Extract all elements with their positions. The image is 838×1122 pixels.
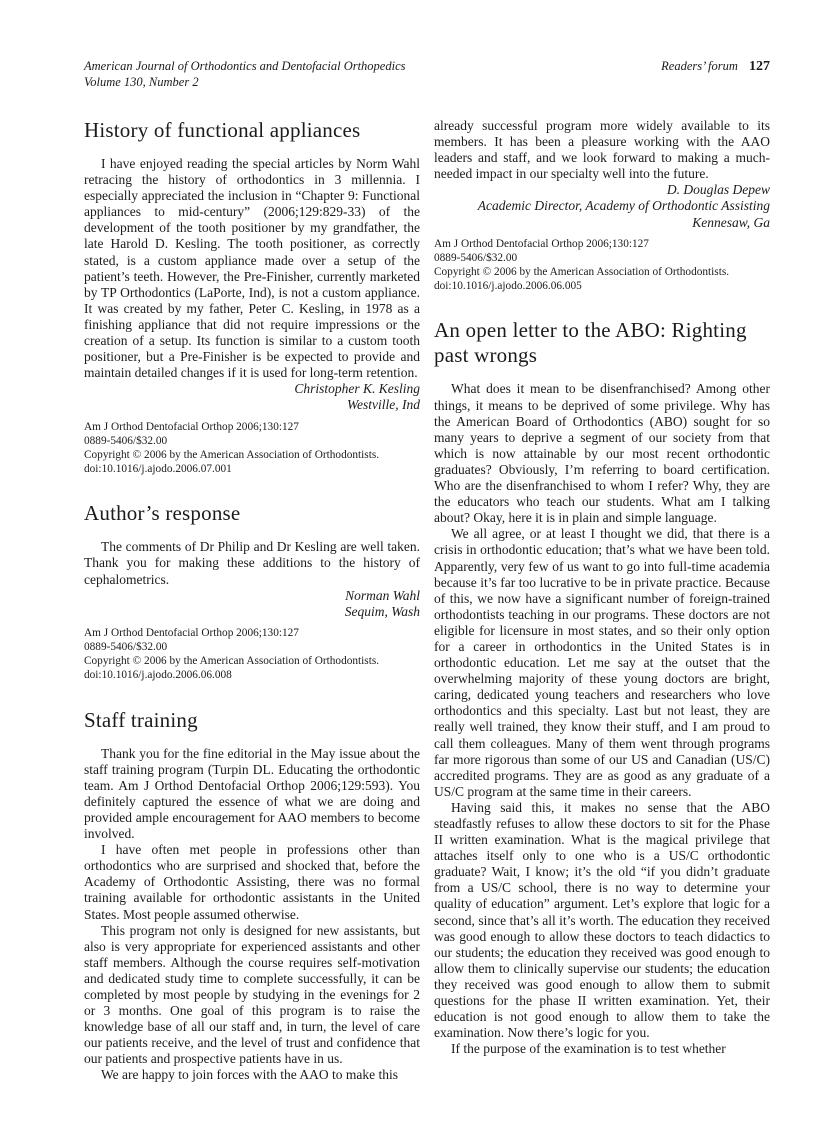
citation-line: doi:10.1016/j.ajodo.2006.06.005 [434, 280, 582, 293]
citation-line: 0889-5406/$32.00 [84, 640, 168, 653]
citation-block [84, 626, 420, 683]
paragraph: I have enjoyed reading the special articles by Norm Wahl retracing the history of orthodontics in 3 millennia. I especially appreciated the inclusion in “Chapter 9: Functional appliances to mid-century” (2006;129:829-33) of the development of the tooth positioner by my grandfather, the late Harold D. Kesling. The tooth positioner, as correctly stated, is a custom appliance made over a setup of the patient’s teeth. However, the Pre-Finisher, currently marketed by TP Orthodontics (LaPorte, Ind), is not a custom appliance. It was created by my father, Peter C. Kesling, in 1978 as a finishing appliance that did not require impressions or the creation of a setup. Its function is similar to a custom tooth positioner, but a Pre-Finisher is be expected to provide and maintain detailed changes if it is used for long-term retention. [84, 156, 420, 381]
signature-name: Christopher K. Kesling [294, 381, 420, 397]
running-head-right [661, 58, 770, 75]
citation-line: 0889-5406/$32.00 [84, 434, 168, 447]
citation-block [84, 420, 420, 477]
article-title: Staff training [84, 707, 198, 732]
signature-location: Kennesaw, Ga [692, 214, 770, 230]
citation-line: Am J Orthod Dentofacial Orthop 2006;130:127 [84, 420, 299, 433]
right-column [434, 118, 770, 1084]
article-title: Author’s response [84, 501, 241, 526]
citation-line: 0889-5406/$32.00 [434, 251, 518, 264]
citation-line: doi:10.1016/j.ajodo.2006.06.008 [84, 669, 232, 682]
citation-line: Copyright © 2006 by the American Association of Orthodontists. [84, 655, 380, 668]
article-open-letter-to-abo [434, 318, 770, 1057]
paragraph: If the purpose of the examination is to test whether [451, 1041, 726, 1057]
signature-name: Norman Wahl [345, 587, 420, 603]
citation-line: Am J Orthod Dentofacial Orthop 2006;130:127 [434, 237, 649, 250]
page-number: 127 [749, 59, 770, 74]
running-head-left [84, 58, 406, 90]
article-staff-training [84, 708, 420, 1084]
running-head [84, 58, 770, 90]
signature-location: Sequim, Wash [344, 603, 420, 619]
article-authors-response [84, 501, 420, 682]
citation-line: doi:10.1016/j.ajodo.2006.07.001 [84, 463, 232, 476]
paragraph: We are happy to join forces with the AAO to make this [101, 1067, 398, 1083]
left-column [84, 118, 420, 1084]
signature-location: Westville, Ind [347, 397, 420, 413]
citation-block [434, 237, 770, 294]
paragraph: already successful program more widely available to its members. It has been a pleasure working with the AAO leaders and staff, and we look forward to making a much-needed impact in our specialty well into the future. [434, 118, 770, 182]
section-name: Readers’ forum [661, 59, 738, 73]
journal-title: American Journal of Orthodontics and Dentofacial Orthopedics [84, 59, 406, 73]
signature-role: Academic Director, Academy of Orthodontic Assisting [477, 198, 770, 214]
paragraph: I have often met people in professions other than orthodontics who are surprised and shocked that, before the Academy of Orthodontic Assisting, there was no formal training available for orthodontic assistants in the United States. Most people assumed otherwise. [84, 842, 420, 922]
article-history-of-functional-appliances [84, 118, 420, 476]
paragraph: This program not only is designed for new assistants, but also is very appropriate for experienced assistants and other staff members. Although the course requires self-motivation and dedicated study time to complete successfully, it can be completed by most people by studying in the evenings for 2 or 3 months. One goal of this program is to raise the knowledge base of all our staff and, in turn, the level of care our patients receive, and the level of trust and confidence that our patients and prospective patients have in us. [84, 922, 420, 1067]
citation-line: Am J Orthod Dentofacial Orthop 2006;130:127 [84, 626, 299, 639]
article-title: History of functional appliances [84, 118, 361, 142]
paragraph: Having said this, it makes no sense that the ABO steadfastly refuses to allow these doctors to sit for the Phase II written examination. What is the magical privilege that attaches itself only to one who is a US/C orthodontic graduate? Wait, I know; it’s the old “if you didn’t graduate from a US/C school, there is no way to determine your quality of education” argument. Let’s explore that logic for a second, since that’s all it’s worth. The education they received was good enough to allow these doctors to teach didactics to our students; the education they received was good enough to allow them to clinically supervise our students; the education they received was good enough to allow them to submit questions for the phase II written examination. Yet, their education is not good enough to allow them to take the examination. Now there’s logic for you. [434, 799, 770, 1041]
paragraph: What does it mean to be disenfranchised? Among other things, it means to be deprived of some privilege. Why has the American Board of Orthodontics (ABO) sought for so many years to deprive a segment of our society from that which is now attainable by our most recent orthodontic graduates? Obviously, I’m referring to board certification. Who are the disenfranchised to whom I refer? Why, they are the educators who teach our students. What am I talking about? Okay, here it is in plain and simple language. [434, 381, 770, 526]
paragraph: The comments of Dr Philip and Dr Kesling are well taken. Thank you for making these additions to the history of cephalometrics. [84, 539, 420, 587]
two-column-body [84, 118, 770, 1084]
paragraph: We all agree, or at least I thought we did, that there is a crisis in orthodontic education; that’s what we have been told. Apparently, very few of us want to go into full-time academia because it’s far too lucrative to be in private practice. Because of this, we now have a significant number of foreign-trained orthodontists teaching in our programs. These doctors are not eligible for licensure in most states, and so their only option for a career in orthodontics in the United States is in orthodontic education. Let me say at the outset that the overwhelming majority of these young doctors are bright, caring, dedicated young teachers and researchers who love orthodontics and this specialty. Last but not least, they are really well trained, they know their stuff, and I am proud to call them colleagues. Many of them went through programs far more rigorous than some of our US and Canadian (US/C) accredited programs. They are as good as any graduate of a US/C program at the same time in their careers. [434, 526, 770, 799]
signature-block [84, 381, 420, 413]
signature-name: D. Douglas Depew [666, 182, 770, 198]
article-title: An open letter to the ABO: Righting past wrongs [434, 318, 747, 368]
signature-block [434, 182, 770, 230]
citation-line: Copyright © 2006 by the American Association of Orthodontists. [434, 266, 730, 279]
volume-line: Volume 130, Number 2 [84, 75, 199, 89]
signature-block [84, 588, 420, 620]
citation-line: Copyright © 2006 by the American Association of Orthodontists. [84, 448, 380, 461]
article-staff-training-continuation [434, 118, 770, 293]
paragraph: Thank you for the fine editorial in the May issue about the staff training program (Turpin DL. Educating the orthodontic team. Am J Orthod Dentofacial Orthop 2006;129:593). You definitely captured the essence of what we are doing and provided ample encouragement for AAO members to become involved. [84, 745, 420, 842]
